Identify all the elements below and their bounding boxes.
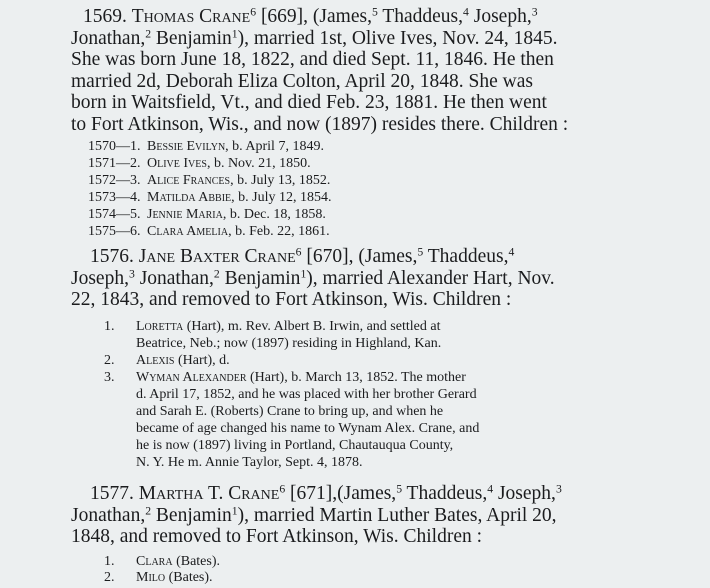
generation-superscript: 1 [231,504,238,518]
text-run: Thaddeus, [423,246,509,267]
text-run: , b. Nov. 21, 1850. [206,156,311,171]
person-name: Alexis [136,353,175,368]
text-run: , b. April 7, 1849. [225,139,324,154]
text-run: Beatrice, Neb.; now (1897) residing in Highland, Kan. [136,336,442,351]
text-run: and Sarah E. (Roberts) Crane to bring up, and when he [136,404,444,419]
child-number: 1575—6. [88,224,141,239]
child-text [136,335,441,352]
child-text [136,386,477,403]
child-text [136,420,479,437]
generation-superscript: 3 [128,267,135,281]
child-text [147,138,324,155]
child-number: 1572—3. [88,173,141,188]
person-name: Milo [136,570,166,585]
text-run: born in Waitsfield, Vt., and died Feb. 23, 1881. He then went [71,92,547,113]
text-run: 1848, and removed to Fort Atkinson, Wis. Children : [71,526,483,547]
text-run: Benjamin [151,505,232,526]
child-number: 1574—5. [88,207,141,222]
paragraph-line [83,6,538,28]
paragraph-line [90,483,562,505]
text-run: 1569. [83,6,132,27]
paragraph-line [71,526,482,548]
generation-superscript: 2 [145,504,152,518]
child-number: 1570—1. [88,139,141,154]
paragraph-line [71,28,557,50]
child-number: 1571—2. [88,156,141,171]
person-name: Loretta [136,319,184,334]
paragraph-line [71,114,568,136]
generation-superscript: 3 [555,482,562,496]
generation-superscript: 6 [279,482,286,496]
text-run: ), married 1st, Olive Ives, Nov. 24, 1845. [237,28,558,49]
text-run: became of age changed his name to Wynam Alex. Crane, and [136,421,480,436]
text-run: , b. July 13, 1852. [230,173,331,188]
paragraph-line [71,71,533,93]
generation-superscript: 4 [487,482,494,496]
text-run: N. Y. He m. Annie Taylor, Sept. 4, 1878. [136,455,363,470]
text-run: d. April 17, 1852, and he was placed with her brother Gerard [136,387,477,402]
child-number: 1573—4. [88,190,141,205]
child-text [147,155,311,172]
person-name: Thomas Crane [131,6,251,27]
text-run: (Hart), d. [174,353,230,368]
paragraph-line [71,505,557,527]
text-run: She was born June 18, 1822, and died Sept. 11, 1846. He then [71,49,554,70]
text-run: (Hart), m. Rev. Albert B. Irwin, and settled at [183,319,441,334]
child-text [136,352,230,369]
text-run: Joseph, [71,268,129,289]
generation-superscript: 4 [463,5,469,19]
person-name: Alice Frances [147,173,231,188]
paragraph-line [90,246,514,268]
paragraph-line [71,289,511,311]
text-run: Thaddeus, [402,483,488,504]
generation-superscript: 3 [531,5,538,19]
person-name: Olive Ives [147,156,207,171]
text-run: [671],(James, [285,483,397,504]
text-run: Joseph, [468,6,532,27]
generation-superscript: 6 [295,245,302,259]
child-text [147,223,330,240]
text-run: [669], (James, [256,6,372,27]
person-name: Wyman Alexander [136,370,247,385]
child-text [136,454,362,471]
child-text [147,172,330,189]
text-run: (Hart), b. March 13, 1852. The mother [246,370,466,385]
generation-superscript: 4 [508,245,515,259]
text-run: he is now (1897) living in Portland, Chautauqua County, [136,438,454,453]
child-text [147,189,332,206]
child-text [136,437,453,454]
child-text [136,569,213,586]
person-name: Jennie Maria [147,207,223,222]
generation-superscript: 2 [213,267,220,281]
generation-superscript: 1 [300,267,307,281]
text-run: , b. July 12, 1854. [231,190,332,205]
child-text [136,318,440,335]
text-run: , b. Dec. 18, 1858. [222,207,326,222]
text-run: ), married Martin Luther Bates, April 20, [237,505,557,526]
person-name: Clara [136,554,173,569]
person-name: Clara Amelia [147,224,229,239]
generation-superscript: 5 [417,245,424,259]
text-run: (Bates). [165,570,213,585]
paragraph-line [71,92,547,114]
person-name: Martha T. Crane [138,483,280,504]
paragraph-line [71,49,554,71]
generation-superscript: 5 [396,482,403,496]
text-run: ), married Alexander Hart, Nov. [306,268,555,289]
text-run: to Fort Atkinson, Wis., and now (1897) resides there. Children : [71,114,569,135]
person-name: Jane Baxter Crane [138,246,296,267]
text-run: , b. Feb. 22, 1861. [228,224,330,239]
child-text [136,553,220,570]
paragraph-line [71,268,555,290]
child-number: 1. [104,319,115,334]
text-run: Jonathan, [134,268,214,289]
text-run: 22, 1843, and removed to Fort Atkinson, Wis. Children : [71,289,512,310]
generation-superscript: 5 [371,5,378,19]
child-number: 3. [104,370,115,385]
generation-superscript: 1 [231,27,238,41]
text-run: Joseph, [493,483,556,504]
child-text [136,369,466,386]
text-run: 1577. [90,483,139,504]
text-run: married 2d, Deborah Eliza Colton, April 20, 1848. She was [71,71,533,92]
child-number: 2. [104,570,115,585]
person-name: Matilda Abbie [147,190,232,205]
child-text [136,403,443,420]
text-run: Benjamin [151,28,232,49]
text-run: Thaddeus, [377,6,464,27]
text-run: Benjamin [219,268,301,289]
generation-superscript: 6 [250,5,257,19]
child-number: 1. [104,554,115,569]
child-number: 2. [104,353,115,368]
person-name: Bessie Evilyn [147,139,226,154]
generation-superscript: 2 [145,27,152,41]
text-run: Jonathan, [71,505,146,526]
text-run: Jonathan, [71,28,146,49]
text-run: 1576. [90,246,139,267]
text-run: (Bates). [172,554,220,569]
child-text [147,206,326,223]
text-run: [670], (James, [301,246,418,267]
